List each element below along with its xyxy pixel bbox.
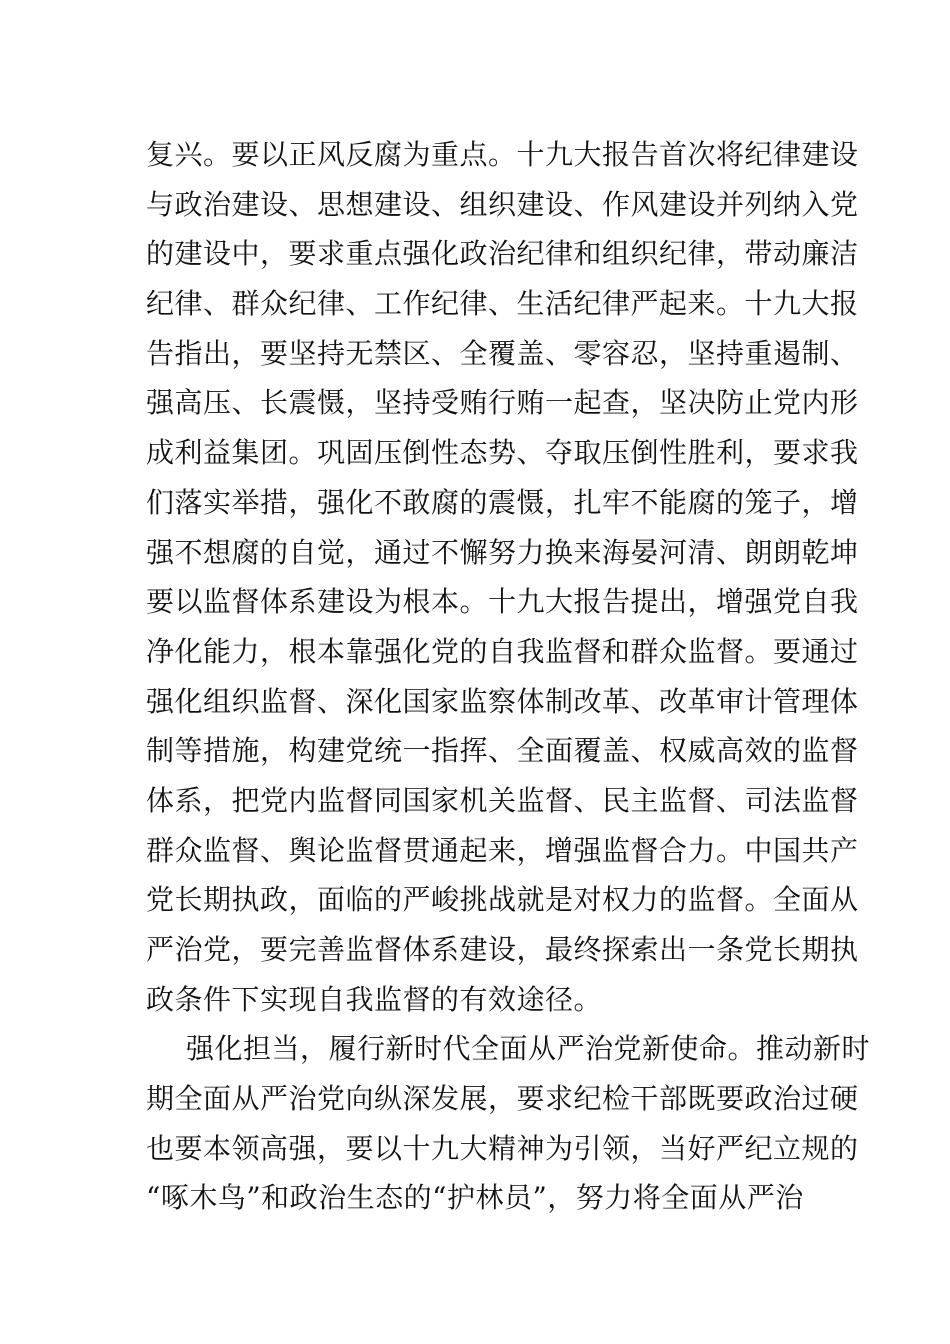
text-line: 纪律、群众纪律、工作纪律、生活纪律严起来。十九大报: [146, 287, 859, 321]
text-line: 净化能力，根本靠强化党的自我监督和群众监督。要通过: [146, 634, 859, 668]
text-line: 们落实举措，强化不敢腐的震慑，扎牢不能腐的笼子，增: [146, 485, 859, 519]
paragraph-start-line: 强化担当，履行新时代全面从严治党新使命。推动新时: [186, 1032, 871, 1066]
text-line: 也要本领高强，要以十九大精神为引领，当好严纪立规的: [146, 1131, 859, 1165]
text-line: 强不想腐的自觉，通过不懈努力换来海晏河清、朗朗乾坤: [146, 535, 859, 569]
text-line: 期全面从严治党向纵深发展，要求纪检干部既要政治过硬: [146, 1082, 859, 1116]
text-line: 强化组织监督、深化国家监察体制改革、改革审计管理体: [146, 684, 859, 718]
text-line: 成利益集团。巩固压倒性态势、夺取压倒性胜利，要求我: [146, 436, 859, 470]
text-line: 复兴。要以正风反腐为重点。十九大报告首次将纪律建设: [146, 138, 859, 171]
text-line: 的建设中，要求重点强化政治纪律和组织纪律，带动廉洁: [146, 237, 859, 271]
text-line: 要以监督体系建设为根本。十九大报告提出，增强党自我: [146, 585, 859, 619]
text-line: 强高压、长震慑，坚持受贿行贿一起查，坚决防止党内形: [146, 386, 859, 420]
body-text: [146, 130, 871, 1223]
text-line: 群众监督、舆论监督贯通起来，增强监督合力。中国共产: [146, 833, 859, 867]
text-line: 党长期执政，面临的严峻挑战就是对权力的监督。全面从: [146, 883, 859, 917]
text-line: 制等措施，构建党统一指挥、全面覆盖、权威高效的监督: [146, 734, 859, 768]
text-line: 体系，把党内监督同国家机关监督、民主监督、司法监督: [146, 783, 859, 817]
text-line: 严治党，要完善监督体系建设，最终探索出一条党长期执: [146, 933, 859, 966]
text-line: 与政治建设、思想建设、组织建设、作风建设并列纳入党: [146, 187, 859, 221]
text-line: “啄木鸟”和政治生态的“护林员”，努力将全面从严治: [146, 1181, 804, 1215]
text-line: 政条件下实现自我监督的有效途径。: [146, 982, 603, 1016]
text-line: 告指出，要坚持无禁区、全覆盖、零容忍，坚持重遏制、: [146, 336, 859, 370]
